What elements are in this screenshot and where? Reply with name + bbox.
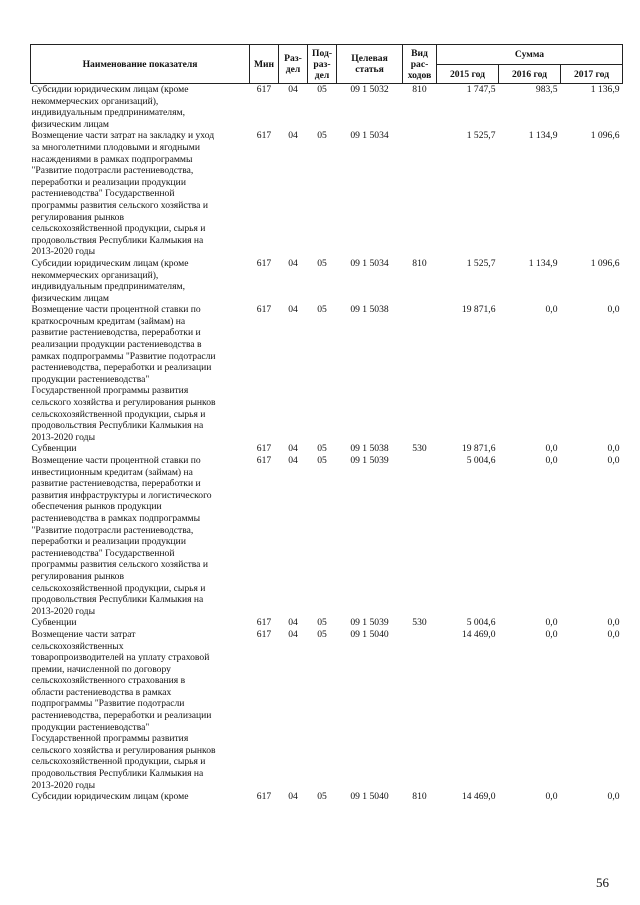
header-2016: 2016 год [499, 65, 561, 84]
row-expense-type: 810 [412, 84, 427, 95]
row-sum-2017: 0,0 [607, 617, 620, 629]
page-number: 56 [596, 875, 609, 890]
row-sum-2015: 19 871,6 [461, 304, 496, 316]
budget-table-page [30, 44, 622, 803]
row-name: Возмещение части процентной ставки по инвестиционным кредитам (займам) на развитие растениеводства, переработки и развития инфраструктуры и логистического обеспечения рынков продукции растениеводства в рамках подпрограммы "Развитие подотрасли растениеводства, переработки и реализации продукции растениеводства" Государственной программы развития сельского хозяйства и регулирования рынков сельскохозяйственной продукции, сырья и продовольствия Республики Калмыкия на 2013-2020 годы [31, 455, 212, 617]
row-name: Возмещение части затрат на закладку и уход за многолетними плодовыми и ягодными насаждениями в рамках подпрограммы "Развитие подотрасли растениеводства, переработки и реализации продукции растениеводства" Государственной программы развития сельского хозяйства и регулирования рынков сельскохозяйственной продукции, сырья и продовольствия Республики Калмыкия на 2013-2020 годы [31, 130, 215, 258]
row-name: Субвенции [31, 443, 77, 455]
header-min: Мин [250, 45, 279, 84]
row-sum-2015: 14 469,0 [461, 791, 496, 803]
header-name: Наименование показателя [31, 45, 250, 84]
row-sum-2015: 14 469,0 [461, 628, 496, 640]
row-sum-2015: 1 525,7 [466, 130, 496, 142]
header-2015: 2015 год [437, 65, 499, 84]
row-min: 617 [256, 84, 272, 95]
table-row [31, 443, 623, 455]
row-sum-2016: 0,0 [545, 455, 558, 466]
row-expense-type: 530 [412, 443, 427, 455]
row-podrazdel: 05 [317, 791, 327, 803]
row-sum-2015: 1 747,5 [466, 84, 496, 95]
row-sum-2015: 1 525,7 [466, 257, 496, 269]
row-razdel: 04 [288, 443, 298, 455]
header-sum: Сумма [437, 45, 623, 65]
header-2017: 2017 год [561, 65, 623, 84]
table-body [31, 84, 623, 803]
row-sum-2017: 1 096,6 [590, 130, 620, 142]
row-podrazdel: 05 [317, 628, 327, 640]
row-target-article: 09 1 5038 [350, 443, 389, 455]
row-name: Возмещение части затрат сельскохозяйственных товаропроизводителей на уплату страховой премии, начисленной по договору сельскохозяйственного страхования в области растениеводства в рамках подпрограммы "Развитие подотрасли растениеводства, переработки и реализации продукции растениеводства" Государственной программы развития сельского хозяйства и регулирования рынков сельскохозяйственной продукции, сырья и продовольствия Республики Калмыкия на 2013-2020 годы [31, 628, 216, 791]
header-expense-type: Вид рас- ходов [403, 45, 437, 84]
row-expense-type [403, 304, 437, 443]
row-razdel: 04 [288, 628, 298, 640]
row-sum-2017: 1 136,9 [590, 84, 620, 95]
row-sum-2017: 0,0 [607, 304, 620, 316]
row-min: 617 [256, 617, 272, 629]
row-min: 617 [256, 304, 272, 316]
row-podrazdel: 05 [317, 617, 327, 629]
row-min: 617 [256, 455, 272, 466]
row-name: Субсидии юридическим лицам (кроме некоммерческих организаций), индивидуальным предпринимателям, физическим лицам [31, 84, 189, 130]
row-sum-2017: 0,0 [607, 791, 620, 803]
row-min: 617 [256, 130, 272, 142]
row-expense-type [403, 455, 437, 617]
row-podrazdel: 05 [317, 130, 327, 142]
row-sum-2017: 1 096,6 [590, 257, 620, 269]
row-podrazdel: 05 [317, 443, 327, 455]
row-name: Возмещение части процентной ставки по краткосрочным кредитам (займам) на развитие растениеводства, переработки и реализации продукции растениеводства в рамках подпрограммы "Развитие подотрасли растениеводства, переработки и реализации продукции растениеводства" Государственной программы развития сельского хозяйства и регулирования рынков сельскохозяйственной продукции, сырья и продовольствия Республики Калмыкия на 2013-2020 годы [31, 304, 216, 443]
row-name: Субвенции [31, 617, 77, 629]
row-name: Субсидии юридическим лицам (кроме некоммерческих организаций), индивидуальным предпринимателям, физическим лицам [31, 257, 189, 304]
row-target-article: 09 1 5039 [350, 617, 389, 629]
row-target-article: 09 1 5040 [350, 628, 389, 640]
row-podrazdel: 05 [317, 257, 327, 269]
row-target-article: 09 1 5039 [350, 455, 389, 466]
row-sum-2016: 0,0 [545, 443, 558, 455]
row-min: 617 [256, 257, 272, 269]
row-sum-2016: 0,0 [545, 791, 558, 803]
row-sum-2017: 0,0 [607, 443, 620, 455]
row-razdel: 04 [288, 791, 298, 803]
row-min: 617 [256, 791, 272, 803]
row-razdel: 04 [288, 84, 298, 95]
row-expense-type [403, 629, 437, 791]
row-razdel: 04 [288, 304, 298, 316]
row-expense-type: 810 [412, 257, 427, 269]
table-row [31, 130, 623, 258]
row-target-article: 09 1 5040 [350, 791, 389, 803]
table-row [31, 258, 623, 304]
table-row [31, 455, 623, 617]
row-podrazdel: 05 [317, 304, 327, 316]
table-row [31, 84, 623, 131]
table-row [31, 304, 623, 443]
row-expense-type: 810 [412, 791, 427, 803]
table-row [31, 617, 623, 629]
row-sum-2015: 19 871,6 [461, 443, 496, 455]
row-target-article: 09 1 5038 [350, 304, 389, 316]
table-row [31, 629, 623, 791]
row-razdel: 04 [288, 455, 298, 466]
row-name: Субсидии юридическим лицам (кроме [31, 791, 189, 803]
row-expense-type: 530 [412, 617, 427, 629]
row-target-article: 09 1 5034 [350, 257, 389, 269]
row-razdel: 04 [288, 130, 298, 142]
row-target-article: 09 1 5034 [350, 130, 389, 142]
row-sum-2015: 5 004,6 [466, 617, 496, 629]
row-sum-2016: 1 134,9 [528, 130, 558, 142]
row-podrazdel: 05 [317, 84, 327, 95]
budget-table [30, 44, 623, 803]
header-razdel: Раз- дел [279, 45, 308, 84]
row-sum-2016: 1 134,9 [528, 257, 558, 269]
row-min: 617 [256, 443, 272, 455]
row-sum-2015: 5 004,6 [466, 455, 496, 466]
row-expense-type [403, 130, 437, 258]
header-podrazdel: Под- раз- дел [308, 45, 337, 84]
row-sum-2017: 0,0 [607, 455, 620, 466]
row-sum-2016: 0,0 [545, 617, 558, 629]
row-sum-2016: 0,0 [545, 628, 558, 640]
row-razdel: 04 [288, 257, 298, 269]
row-razdel: 04 [288, 617, 298, 629]
row-sum-2016: 983,5 [535, 84, 558, 95]
row-sum-2017: 0,0 [607, 628, 620, 640]
row-sum-2016: 0,0 [545, 304, 558, 316]
table-row [31, 791, 623, 803]
header-target-article: Целевая статья [337, 45, 403, 84]
row-podrazdel: 05 [317, 455, 327, 466]
row-min: 617 [256, 628, 272, 640]
row-target-article: 09 1 5032 [350, 84, 389, 95]
